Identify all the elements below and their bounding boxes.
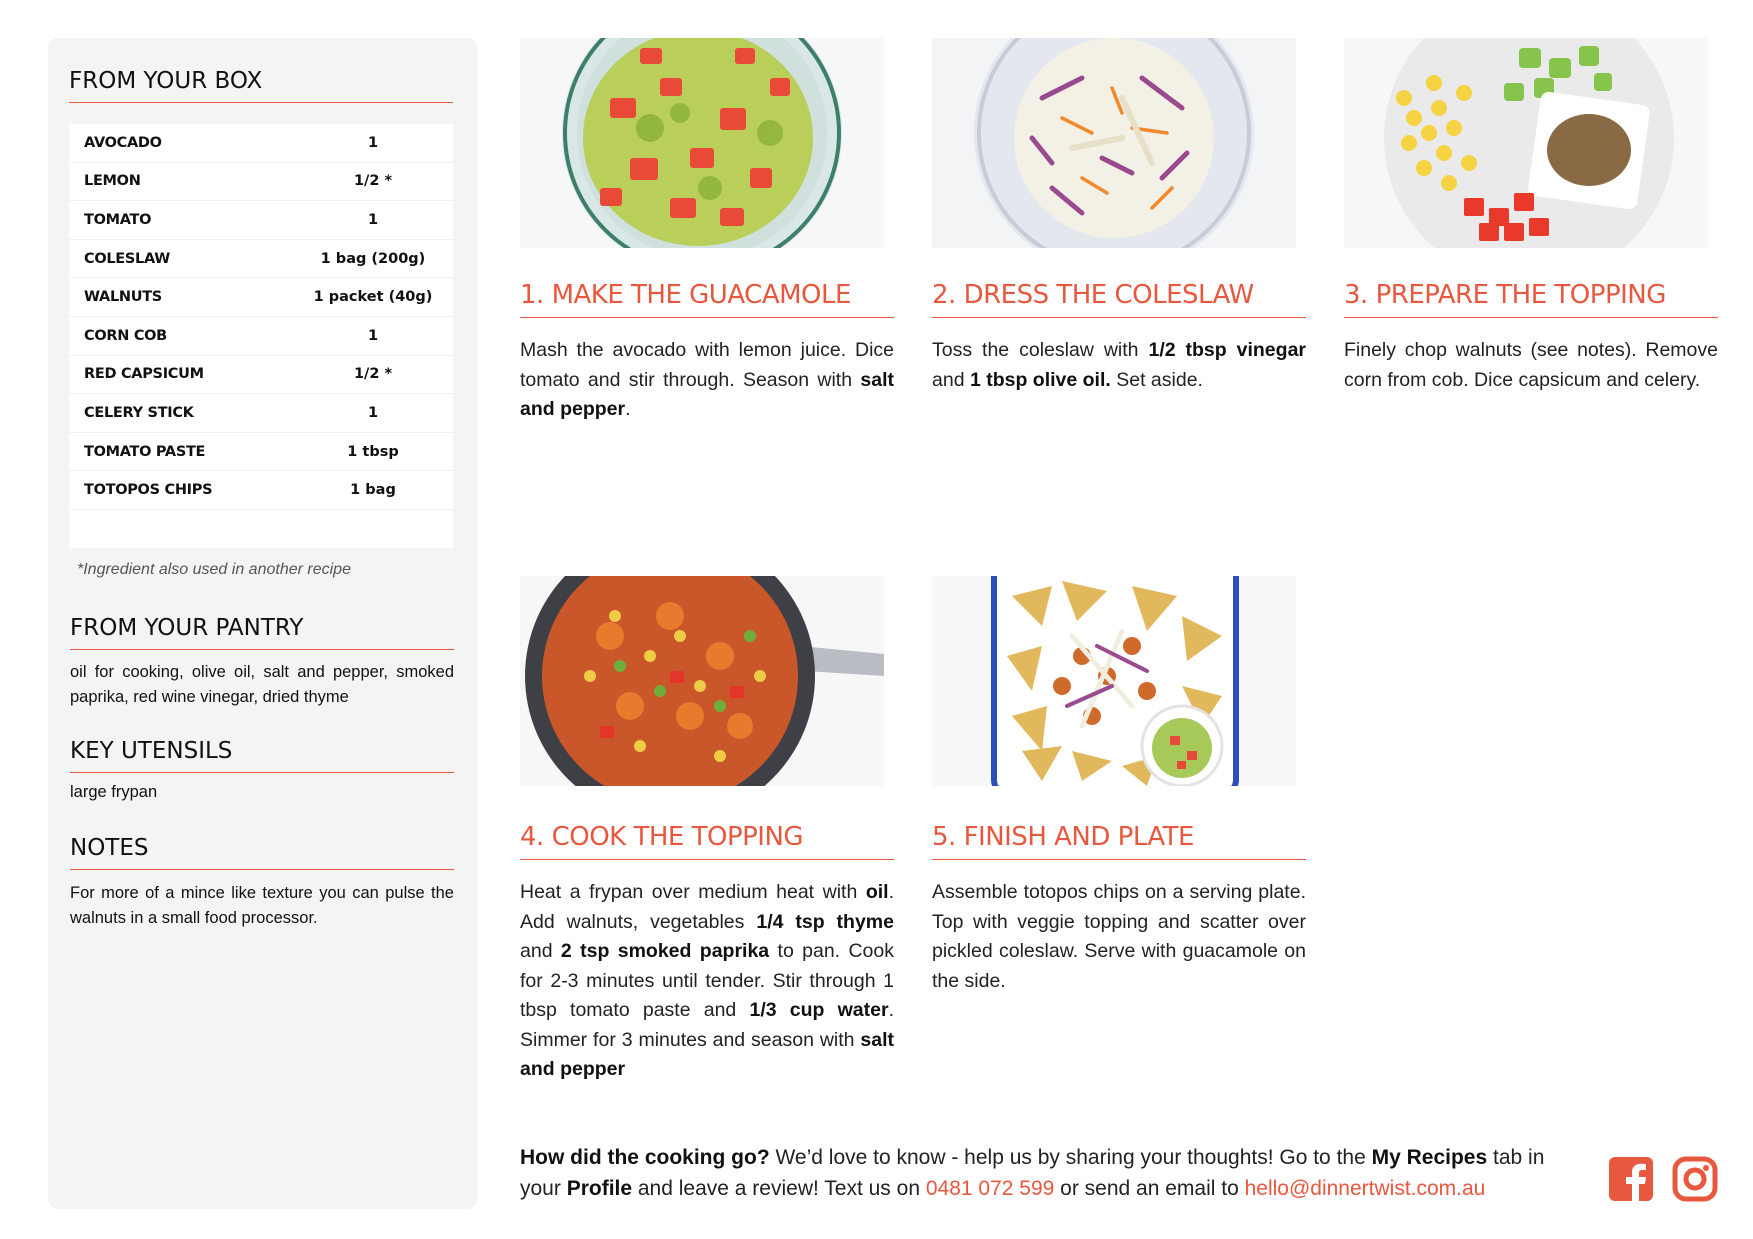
contact-link[interactable]: 0481 072 599 <box>925 1177 1055 1200</box>
ingredient-quantity: 1 bag (200g) <box>320 250 426 267</box>
step-4-title: 4. COOK THE TOPPING <box>520 822 894 860</box>
ingredient-row <box>69 201 453 240</box>
instagram-icon[interactable] <box>1672 1156 1718 1202</box>
ingredient-row <box>69 317 453 356</box>
step-5-title: 5. FINISH AND PLATE <box>932 822 1306 860</box>
step-3-text: Finely chop walnuts (see notes). Remove corn from cob. Dice capsicum and celery. <box>1344 339 1718 391</box>
feedback-footer: How did the cooking go? We’d love to know - help us by sharing your thoughts! Go to the My Recipes tab in your Profile and leave a review! Text us on 0481 072 599 or send an email to hello@dinnertwist.com.au <box>520 1146 1545 1200</box>
utensils-list: large frypan <box>70 783 158 801</box>
step-5-photo-plated-nachos <box>932 576 1296 786</box>
ingredient-name: TOMATO PASTE <box>84 443 206 460</box>
key-utensils-heading: KEY UTENSILS <box>70 738 454 773</box>
step-1-photo-guacamole <box>520 38 884 248</box>
ingredient-row <box>69 471 453 510</box>
notes-text: For more of a mince like texture you can pulse the walnuts in a small food processor. <box>70 884 454 927</box>
facebook-icon[interactable] <box>1608 1156 1654 1202</box>
ingredient-name: CELERY STICK <box>84 404 194 421</box>
ingredient-quantity: 1 <box>367 404 379 421</box>
step-3-title: 3. PREPARE THE TOPPING <box>1344 280 1718 318</box>
step-5-text: Assemble totopos chips on a serving plate. Top with veggie topping and scatter over pickled coleslaw. Serve with guacamole on the side. <box>932 881 1306 992</box>
ingredient-row <box>69 240 453 279</box>
ingredient-row <box>69 433 453 472</box>
ingredient-name: LEMON <box>84 173 141 190</box>
step-1-text: Mash the avocado with lemon juice. Dice tomato and stir through. Season with salt and pepper. <box>520 339 894 420</box>
ingredient-quantity: 1/2 * <box>353 366 393 383</box>
ingredient-row <box>69 356 453 395</box>
footnote: *Ingredient also used in another recipe <box>77 561 351 578</box>
from-your-pantry-heading: FROM YOUR PANTRY <box>70 615 454 650</box>
ingredient-name: TOTOPOS CHIPS <box>84 482 213 499</box>
ingredient-name: AVOCADO <box>84 134 162 151</box>
step-1-title: 1. MAKE THE GUACAMOLE <box>520 280 894 318</box>
ingredient-quantity: 1 packet (40g) <box>313 289 433 306</box>
step-4-text: Heat a frypan over medium heat with oil. Add walnuts, vegetables 1/4 tsp thyme and 2 tsp smoked paprika to pan. Cook for 2-3 minutes until tender. Stir through 1 tbsp tomato paste and 1/3 cup water. Simmer for 3 minutes and season with salt and pepper <box>520 881 894 1080</box>
pantry-list: oil for cooking, olive oil, salt and pepper, smoked paprika, red wine vinegar, dried thyme <box>70 663 454 706</box>
ingredient-quantity: 1 <box>367 134 379 151</box>
ingredient-quantity: 1 <box>367 211 379 228</box>
ingredient-name: TOMATO <box>84 211 152 228</box>
ingredient-name: CORN COB <box>84 327 167 344</box>
ingredient-quantity: 1 tbsp <box>347 443 399 460</box>
step-2-text: Toss the coleslaw with 1/2 tbsp vinegar and 1 tbsp olive oil. Set aside. <box>932 339 1306 391</box>
ingredient-name: COLESLAW <box>84 250 170 267</box>
ingredients-sidebar <box>48 38 477 1209</box>
contact-link[interactable]: hello@dinnertwist.com.au <box>1244 1177 1486 1200</box>
notes-heading: NOTES <box>70 835 454 870</box>
ingredient-row <box>69 394 453 433</box>
ingredient-name: RED CAPSICUM <box>84 366 204 383</box>
step-2-photo-coleslaw <box>932 38 1296 248</box>
ingredient-name: WALNUTS <box>84 289 162 306</box>
ingredient-row <box>69 278 453 317</box>
step-3-photo-topping-prep <box>1344 38 1708 248</box>
ingredients-table <box>69 124 453 548</box>
ingredient-quantity: 1 bag <box>350 482 396 499</box>
step-4-photo-frypan <box>520 576 884 786</box>
from-your-box-heading: FROM YOUR BOX <box>69 68 453 103</box>
step-2-title: 2. DRESS THE COLESLAW <box>932 280 1306 318</box>
ingredient-quantity: 1 <box>367 327 379 344</box>
ingredient-quantity: 1/2 * <box>353 173 393 190</box>
ingredient-row <box>69 163 453 202</box>
ingredient-row <box>69 124 453 163</box>
ingredient-row-empty <box>69 510 453 548</box>
